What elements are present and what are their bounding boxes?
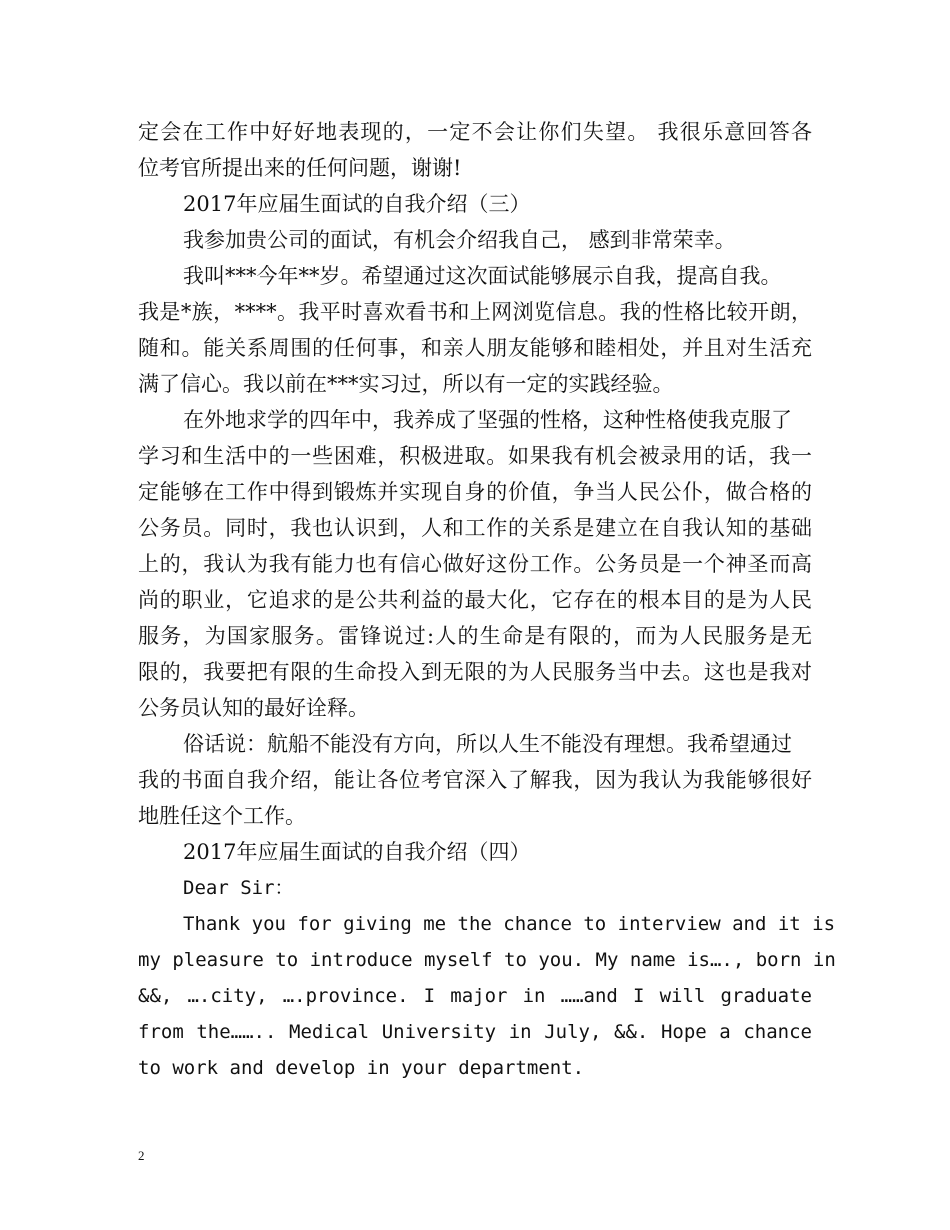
text-line: 我叫***今年**岁。希望通过这次面试能够展示自我，提高自我。 xyxy=(183,264,782,288)
text-line: from the…….. Medical University in July, &&. Hope a chance xyxy=(138,1021,812,1043)
text-line: 在外地求学的四年中，我养成了坚强的性格，这种性格使我克服了 xyxy=(183,408,792,432)
text-line: my pleasure to introduce myself to you. My name is…., born in xyxy=(138,949,836,971)
text-line: 限的，我要把有限的生命投入到无限的为人民服务当中去。这也是我对 xyxy=(138,660,812,684)
text-line: to work and develop in your department. xyxy=(138,1057,585,1079)
text-line: 尚的职业，它追求的是公共利益的最大化，它存在的根本目的是为人民 xyxy=(138,588,812,612)
section-heading: 2017年应届生面试的自我介绍（四） xyxy=(183,840,531,864)
text-line: 地胜任这个工作。 xyxy=(138,804,306,828)
text-line: 位考官所提出来的任何问题，谢谢! xyxy=(138,156,462,180)
section-heading: 2017年应届生面试的自我介绍（三） xyxy=(183,192,531,216)
text-line: 公务员认知的最好诠释。 xyxy=(138,696,369,720)
salutation: Dear Sir： xyxy=(183,877,294,899)
text-line: 我的书面自我介绍，能让各位考官深入了解我，因为我认为我能够很好 xyxy=(138,768,812,792)
text-line: 我参加贵公司的面试，有机会介绍我自己， 感到非常荣幸。 xyxy=(183,228,736,252)
text-line: 服务，为国家服务。雷锋说过:人的生命是有限的，而为人民服务是无 xyxy=(138,624,812,648)
text-line: 我是*族，****。我平时喜欢看书和上网浏览信息。我的性格比较开朗， xyxy=(138,300,812,324)
text-line: 随和。能关系周围的任何事，和亲人朋友能够和睦相处，并且对生活充 xyxy=(138,336,812,360)
text-line: 上的，我认为我有能力也有信心做好这份工作。公务员是一个神圣而高 xyxy=(138,552,812,576)
text-line: 公务员。同时，我也认识到，人和工作的关系是建立在自我认知的基础 xyxy=(138,516,812,540)
text-line: 定会在工作中好好地表现的，一定不会让你们失望。 我很乐意回答各 xyxy=(138,120,812,144)
text-line: 定能够在工作中得到锻炼并实现自身的价值，争当人民公仆，做合格的 xyxy=(138,480,812,504)
text-line: 学习和生活中的一些困难，积极进取。如果我有机会被录用的话，我一 xyxy=(138,444,812,468)
text-line: 满了信心。我以前在***实习过，所以有一定的实践经验。 xyxy=(138,372,674,396)
page-number: 2 xyxy=(138,1148,145,1163)
text-line: 俗话说：航船不能没有方向，所以人生不能没有理想。我希望通过 xyxy=(183,732,792,756)
text-line: &&, ….city, ….province. I major in ……and I will graduate xyxy=(138,985,812,1007)
text-line: Thank you for giving me the chance to interview and it is xyxy=(183,913,836,935)
